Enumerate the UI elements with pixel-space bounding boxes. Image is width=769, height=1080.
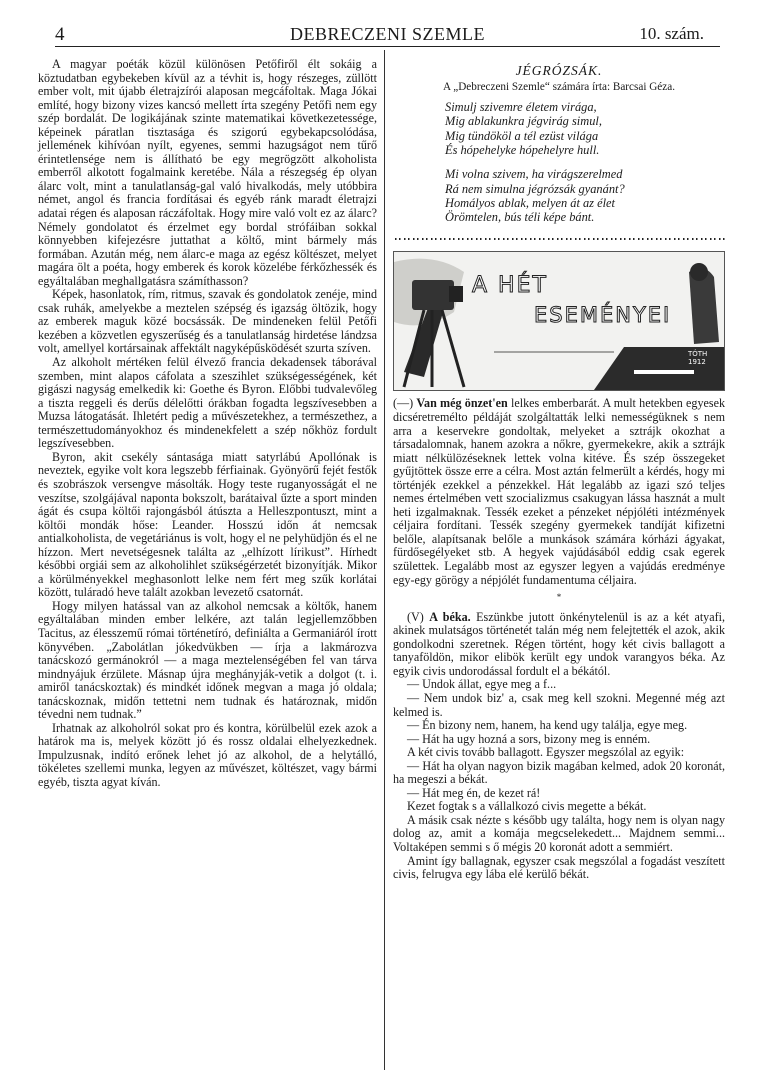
news-tag: (V): [407, 609, 424, 624]
poem-stanza: [445, 167, 725, 224]
issue-number: 10. szám.: [639, 24, 704, 43]
section-banner-illustration: [393, 251, 725, 391]
article-paragraph: Az alkoholt mértéken felül élvező francia dekadensek táborával szemben, mint alapos cáfolata a szeszihlet szükségességének, két gigászi nagyság emelkedik ki: Goethe és Byron. Előbbi tudvalevőleg a tiszta reggeli és derűs délelőtti órákban fogadta legszívesebben a Muzsa látogatását. Ihletért pedig a művészetekhez, a természethez, a természettudományokhoz és mindenekfelett a szép nőkhöz fordult legszívesebben.: [38, 355, 377, 451]
left-column-article: [38, 58, 377, 790]
poem-line: Örömtelen, bús téli képe bánt.: [445, 210, 595, 225]
article-paragraph: A magyar poéták közül különösen Petőfiről élt sokáig a köztudatban egybekeben kívül az a tévhit is, hogy részeges, züllött ember volt, mit újabb életrajzírói alaposan megcáfoltak. Maga Jókai említé, hogy bizony vizes kancsó mellett írta szegény Petőfi nem egy szép bordalát. De logikájának szinte matematikai következetessége, képeinek páratlan tisztasága és szigorú egybekapcsolódása, jellemének kihívóan nyílt, egyenes, semmi hazugságot nem tűrő érintetlensége nem is állítható be egy megrögzött alkoholista emberről alkotott fogalmaink keretébe. Nála a részegség ép olyan álarc volt, mint a tanulatlanság-gal való hivalkodás, mely utóbbira német, angol és francia fordításai és egyéb ránk maradt életrajzi adatai régen és alaposan ráczáfoltak. Hogy mire való volt ez az álarc? Némely gondolatot és érzelmet egy bordal strófáiban sokkal könnyebben kifejezésre juttathat a költő, mint bármely más formában. Azután még, nem álarc-e maga az egész költészet, melyet magára ölt a poéta, hogy emberek és korok közelébe férkőzhessék és egyáltalában meghallgatásra számíthasson?: [38, 57, 377, 288]
poem-byline: A „Debreczeni Szemle“ számára írta: Barcsai Géza.: [442, 80, 675, 93]
news-lead: A béka.: [429, 609, 471, 624]
poem-line: Mig ablakunkra jégvirág simul,: [445, 114, 602, 129]
news-body: lelkes emberbarát. A mult hetekben egyesek dicséretremélto példáját szolgáltatták lelki nemességüknek s nem arra a keservekre gondoltak, melyeket a sztrájk okozhat a társadalomnak, hanem azokra a nőkre, gyermekekre, akik a sztrájk miatt nélkülözéseknek lettek volna kitéve. És szép összegeket gyűjtöttek össze erre a célra. Most aztán felmerült a kérdés, hogy mi történjék ezekkel a pénzekkel. Hát legalább az igazi szó teljes nemes értelmében vett szocializmus csakugyan lássa hasznát a mult heti izgalmaknak. Tessék ezeket a pénzeket népjóléti intézmények céljaira fordítani. Tessék szegény gyermekek tandíját kifizetni belőle, alapítsanak belőle a munkások számára kórházi ágyakat, fürdősegélyeket stb. A hegyek vajúdásából eddig csak egerek születtek. Legalább most az egyszer legyen a vajúdás eredménye egy-egy görögy a népjólét fundamentuma céljaira.: [393, 396, 726, 587]
poem-title: JÉGRÓZSÁK.: [515, 63, 603, 78]
artist-signature: TÓTH 1912: [688, 350, 708, 367]
dialogue-line: Kezet fogtak s a vállalkozó civis megette a békát.: [407, 799, 647, 814]
page-number: 4: [55, 24, 65, 45]
ornamental-rule: [395, 234, 725, 245]
banner-title-line2: ESEMÉNYEI: [534, 303, 672, 328]
poem-line: Mig tündököl a tél ezüst világa: [445, 128, 599, 143]
column-divider: [384, 50, 385, 1070]
dialogue-line: — Én bizony nem, hanem, ha kend ugy találja, egye meg.: [407, 718, 688, 733]
dialogue-line: — Undok állat, egye meg a f...: [407, 677, 557, 692]
article-paragraph: Byron, akit csekély sántasága miatt satyrlábú Apollónak is neveztek, egyike volt kora legszebb férfiainak. Gyönyörű fejét festők és szobrászok versengve másolták. Hogy teste ruganyosságát el ne veszítse, szolgájával naponta bokszolt, barátaival űzte a sport minden ágát és csupa költői rajongásból átúszta a Helleszpontuszt, mint a költői mondák hőse: Leander. Hosszú időn át nemcsak antialkoholista, de vegetáriánus is volt, hogy el ne pelyhüdjön és el ne hízzon. Mert nevetségesnek találta az „elhízott lírikust”. Hírhedt későbbi orgiái sem az alkoholihlet szükségérzetét bizonyítják. Mikor a körülményekkel meghasonlott lelke nem fért meg szűk korlátai között, tuláradó heve talált azokban levezető csatornát.: [38, 449, 377, 600]
poem-line: Simulj szivemre életem virága,: [445, 100, 597, 115]
dialogue-line: — Hát meg én, de kezet rá!: [407, 785, 541, 800]
banner-title-line1: A HÉT: [472, 273, 548, 299]
poem-line: És hópehelyke hópehelyre hull.: [445, 142, 600, 157]
dialogue-line: — Nem undok biz' a, csak meg kell szokni. Megenné még azt kelmed is.: [393, 690, 725, 719]
poem-line: Rá nem simulna jégrózsák gyanánt?: [445, 181, 625, 196]
article-paragraph: Képek, hasonlatok, rím, ritmus, szavak és gondolatok zenéje, mind csak ruhák, amelyekbe a meztelen szépség és igazság öltözik, hogy az emberek maguk közé bocsássák. De mindeneken felül Petőfi kezében a közvetlen egyszerűség és a tanulatlanság hirdetése lándzsa volt, amellyel kortársainak affektált nagyképűsködését szurta szíven.: [38, 287, 377, 356]
article-paragraph: Irhatnak az alkoholról sokat pro és kontra, körülbelül ezek azok a határok ma is, melyek között jó és rossz oldalai elhelyezkednek. Impulzusnak, indító erőnek lehet jó az alkohol, de a helytálló, tökéletes szellemi munka, legyen az művészet, költészet, vagy bármi egyéb, tiszta agyat kíván.: [38, 720, 377, 789]
poem-line: Mi volna szivem, ha virágszerelmed: [445, 167, 623, 182]
page-header: [55, 24, 720, 47]
poem-stanza: [445, 100, 725, 157]
masthead-title: DEBRECZENI SZEMLE: [290, 24, 485, 44]
section-separator: *: [556, 592, 562, 603]
dialogue-line: A másik csak nézte s később ugy találta, hogy nem is olyan nagy dolog az, amit a komája megcselekedett... Majdnem semmi... Voltaképen semmi s ő mégis 20 koronát adott a semmiért.: [393, 812, 725, 854]
news-body: Eszünkbe jutott önkénytelenül is az a két atyafi, akinek mulatságos történetét talán még nem felejtették el azok, akik gondolkodni szeretnek. Régen történt, hogy két civis ballagott a tanyaföldön, mikor elibök került egy undok varangyos béka. Az egyik civis undorodással fordult el a békától.: [393, 609, 726, 678]
news-lead: Van még önzet'en: [416, 396, 508, 411]
article-paragraph: Hogy milyen hatással van az alkohol nemcsak a költők, hanem egyáltalában minden ember lelkére, azt talán legjellemzőbben Tacitus, az élesszemű római történetíró, definiálta a Germaniáról írott könyvében. „Zabolátlan jókedvükben — írja a lakmározva tanácskozó germánokról — a maga meztelenségében fel van tárva mindnyájuk érzülete. Másnap újra meghányják-vetik a dolgot (t. i. amiről tanácskoztak) és mindkét időnek megvan a maga jó oldala; tanácskoznak, midőn tettetni nem tudnak és határoznak, midőn tévedni nem tudnak.”: [38, 598, 377, 722]
news-item: [393, 397, 725, 587]
poem-line: Homályos ablak, melyen át az élet: [445, 195, 615, 210]
dialogue-line: Amint így ballagnak, egyszer csak megszólal a fogadást veszített civis, felrugva egy lába elé kerülő békát.: [393, 853, 725, 882]
dialogue-line: — Hát ha ugy hozná a sors, bizony meg is enném.: [407, 731, 651, 746]
news-tag: (—): [393, 396, 414, 411]
dialogue-line: — Hát ha olyan nagyon bizik magában kelmed, adok 20 koronát, ha megeszi a békát.: [393, 758, 725, 787]
dialogue-line: A két civis tovább ballagott. Egyszer megszólal az egyik:: [407, 745, 685, 760]
right-column: [393, 58, 725, 882]
news-item: [393, 611, 725, 679]
